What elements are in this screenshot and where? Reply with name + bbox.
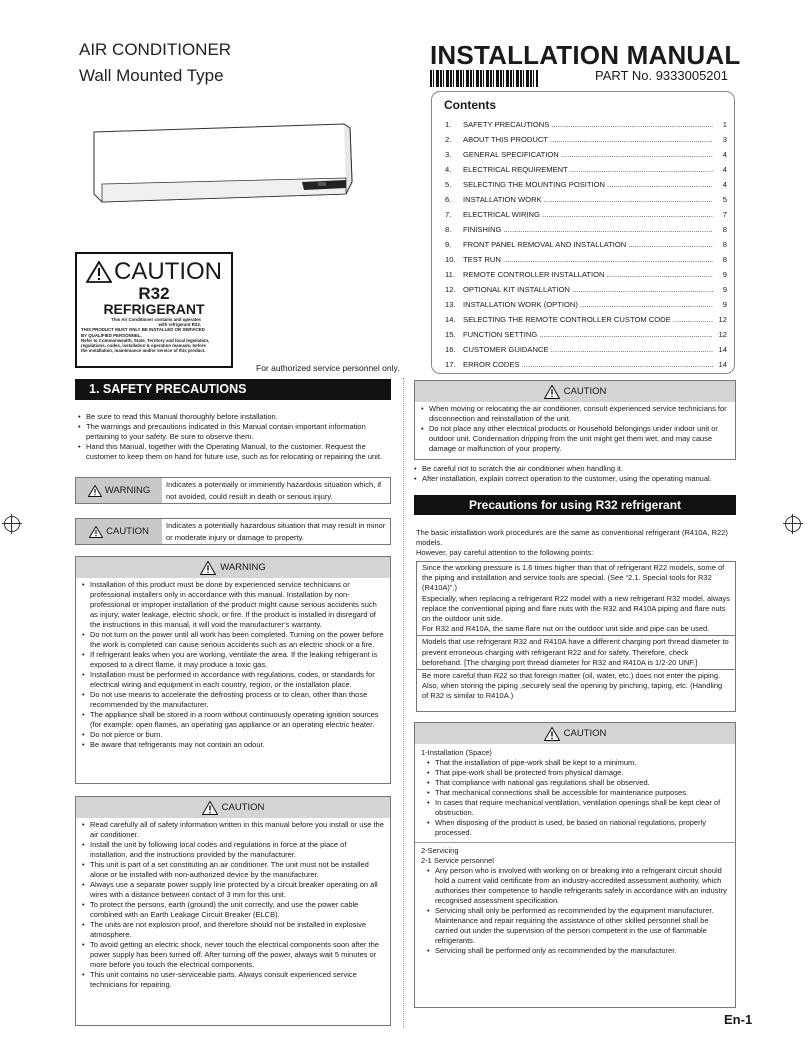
toc-item-page: 4 <box>722 150 727 159</box>
toc-item[interactable] <box>445 297 727 312</box>
toc-item-title: ABOUT THIS PRODUCT ..... <box>463 132 713 147</box>
list-item: • Servicing shall only be performed as recommended by the equipment manufacturer. Maintenance and repair requiring the assistance of other skilled personnel shall be carried out under the supervision of the person competent in the use of flammable refrigerants. <box>427 906 729 946</box>
toc-item-number: 9. <box>445 240 452 249</box>
toc-item-page: 8 <box>722 225 727 234</box>
toc-item-page: 9 <box>722 285 727 294</box>
list-item: • The warnings and precautions indicated in this Manual contain important information pertaining to your safety. Be sure to observe them. <box>78 422 390 442</box>
toc-item[interactable] <box>445 147 727 162</box>
toc-list <box>445 117 727 372</box>
list-item: • Do not pierce or burn. <box>82 730 384 740</box>
r32-point: Models that use refrigerant R32 and R410A have a different charging port thread diameter to prevent erroneous charging with refrigerant R22 and for safety. Therefore, check beforehand. [The charging port thread diameter for R32 and R410A is 1/2-20 UNF.] <box>417 636 735 670</box>
toc-item-title: INSTALLATION WORK (OPTION) ..... <box>463 297 713 312</box>
list-item: • If refrigerant leaks when you are working, ventilate the area. If the leaking refrigerant is exposed to a direct flame, it may produce a toxic gas. <box>82 650 384 670</box>
list-item: • Always use a separate power supply line protected by a circuit breaker operating on all wires with a distance between contact of 3 mm for this unit. <box>82 880 384 900</box>
r32-text: R32 <box>138 284 170 303</box>
toc-item-title: CUSTOMER GUIDANCE ..... <box>463 342 713 357</box>
caution-box-header <box>415 723 735 744</box>
list-item: • Read carefully all of safety information written in this manual before you install or use the air conditioner. <box>82 820 384 840</box>
caution-box-title: CAUTION <box>221 802 265 813</box>
list-item: • Installation of this product must be done by experienced service technicians or professional installers only in accordance with this manual. Installation by non-professional or improper installation of the product might cause serious accidents such as injury, water leakage, electric shock, or fire. If the product is installed in disregard of the instructions in this manual, it will void the manufacturer’s warranty. <box>82 580 384 630</box>
toc-item-title: SELECTING THE REMOTE CONTROLLER CUSTOM CODE ..... <box>463 312 713 327</box>
servicing-list <box>421 866 729 956</box>
manual-title: INSTALLATION MANUAL <box>430 40 741 70</box>
list-item: • Do not turn on the power until all work has been completed. Turning on the power before the work is completed can cause serious accidents such as an electric shock or a fire. <box>82 630 384 650</box>
list-item: • Be aware that refrigerants may not contain an odour. <box>82 740 384 750</box>
subsection-title: 2-Servicing <box>421 846 459 855</box>
list-item: • Be sure to read this Manual thoroughly before installation. <box>78 412 390 422</box>
authorized-note: For authorized service personnel only. <box>256 363 400 373</box>
toc-item[interactable] <box>445 342 727 357</box>
toc-item-page: 9 <box>722 270 727 279</box>
contents-heading: Contents <box>444 98 496 112</box>
installation-space-list <box>421 758 729 838</box>
toc-item-page: 4 <box>722 165 727 174</box>
warning-triangle-icon <box>202 801 218 815</box>
legend-caution-label: CAUTION <box>106 526 149 537</box>
caution-list <box>415 402 735 456</box>
product-type: Wall Mounted Type <box>79 66 224 85</box>
air-conditioner-illustration <box>92 122 354 204</box>
legend-warning-text: Indicates a potentially or imminently hazardous situation which, if not avoided, could result in death or serious injury. <box>166 480 382 501</box>
list-item: • Any person who is involved with working on or breaking into a refrigerant circuit should hold a current valid certificate from an industry-accredited assessment authority, which authorises their competence to handle refrigerants safely in accordance with an industry recognised assessment specification. <box>427 866 729 906</box>
legend-warning-label: WARNING <box>104 485 151 496</box>
label-line: THIS PRODUCT MUST ONLY BE INSTALLED OR SERVICED <box>81 327 205 333</box>
toc-item-page: 14 <box>718 345 727 354</box>
legend-caution-text: Indicates a potentially hazardous situation that may result in minor or moderate injury or damage to property. <box>166 521 386 542</box>
toc-item[interactable] <box>445 222 727 237</box>
r32-point: Be more careful than R22 so that foreign matter (oil, water, etc.) does not enter the piping. Also, when storing the piping ,securely seal the opening by pinching, taping, etc. (Handling of R32 is similar to R410A.) <box>422 671 723 701</box>
legend-warning-title <box>76 478 162 503</box>
refrigerant-text: REFRIGERANT <box>103 301 205 317</box>
r32-point <box>417 562 735 636</box>
page-number: En-1 <box>724 1012 753 1027</box>
warning-box-title: WARNING <box>220 562 266 573</box>
toc-item-title: INSTALLATION WORK ..... <box>463 192 713 207</box>
list-item: • Hand this Manual, together with the Operating Manual, to the customer. Request the customer to keep them on hand for future use, such as for relocating or repairing the unit. <box>78 442 390 462</box>
label-line: This Air Conditioner contains and operates <box>111 317 201 322</box>
toc-item-title: ELECTRICAL WIRING ..... <box>463 207 713 222</box>
subsection-title: 1-Installation (Space) <box>421 748 492 757</box>
toc-item[interactable] <box>445 117 727 132</box>
registration-mark-icon <box>4 516 20 532</box>
toc-item-title: SELECTING THE MOUNTING POSITION ..... <box>463 177 713 192</box>
caution-box-title: CAUTION <box>563 728 607 739</box>
toc-item-number: 1. <box>445 120 452 129</box>
section-heading-r32: Precautions for using R32 refrigerant <box>414 495 736 515</box>
contents-box <box>431 91 735 374</box>
legend-caution <box>75 518 391 545</box>
toc-item-page: 14 <box>718 360 727 369</box>
toc-item[interactable] <box>445 267 727 282</box>
toc-item[interactable] <box>445 192 727 207</box>
toc-item-title: REMOTE CONTROLLER INSTALLATION ..... <box>463 267 713 282</box>
toc-item-title: FUNCTION SETTING ..... <box>463 327 713 342</box>
toc-item-page: 4 <box>722 180 727 189</box>
warning-triangle-icon <box>200 561 216 575</box>
label-line: Refer to Commonwealth, State, Territory and local legislation, <box>81 337 210 343</box>
list-item: • Do not use means to accelerate the defrosting process or to clean, other than those recommended by the manufacturer. <box>82 690 384 710</box>
relocation-caution-box <box>414 380 736 460</box>
r32-intro <box>416 528 736 558</box>
after-notes <box>414 464 736 484</box>
label-line: regulations, codes, installation & operation manuals, before <box>81 343 206 349</box>
toc-item-number: 7. <box>445 210 452 219</box>
r32-points-box <box>416 561 736 712</box>
toc-item[interactable] <box>445 282 727 297</box>
list-item: • That the installation of pipe-work shall be kept to a minimum. <box>427 758 729 768</box>
toc-item-title: GENERAL SPECIFICATION ..... <box>463 147 713 162</box>
toc-item[interactable] <box>445 237 727 252</box>
toc-item-title: FINISHING ..... <box>463 222 713 237</box>
toc-item-title: OPTIONAL KIT INSTALLATION ..... <box>463 282 713 297</box>
section-heading-safety: 1. SAFETY PRECAUTIONS <box>75 379 391 400</box>
divider <box>415 842 735 843</box>
list-item: • To protect the persons, earth (ground) the unit correctly, and use the power cable combined with an Earth Leakage Circuit Breaker (ELCB). <box>82 900 384 920</box>
list-item: • This unit contains no user-serviceable parts. Always consult experienced service technicians for repairing. <box>82 970 384 990</box>
toc-item-number: 12. <box>445 285 456 294</box>
list-item: • Servicing shall be performed only as recommended by the manufacturer. <box>427 946 729 956</box>
legend-caution-title <box>76 519 162 544</box>
part-number: PART No. 9333005201 <box>595 68 728 83</box>
toc-item-page: 8 <box>722 240 727 249</box>
toc-item-title: ELECTRICAL REQUIREMENT ..... <box>463 162 713 177</box>
list-item: • After installation, explain correct operation to the customer, using the operating manual. <box>414 474 736 484</box>
list-item: • When moving or relocating the air conditioner, consult experienced service technicians for disconnection and reinstallation of the unit. <box>421 404 729 424</box>
toc-item-title: ERROR CODES ..... <box>463 357 713 372</box>
list-item: • Do not place any other electrical products or household belongings under indoor unit or outdoor unit. Condensation dripping from the unit might get them wet, and may cause damage or malfunction of your property. <box>421 424 729 454</box>
column-divider <box>403 378 404 1028</box>
list-item: • When disposing of the product is used, be based on national regulations, properly processed. <box>427 818 729 838</box>
toc-item-number: 8. <box>445 225 452 234</box>
list-item: • The appliance shall be stored in a room without continuously operating ignition sources (for example: open flames, an operating gas appliance or an operating electric heater. <box>82 710 384 730</box>
warning-box <box>75 556 391 784</box>
legend-warning <box>75 477 391 504</box>
list-item: • Installation must be performed in accordance with regulations, codes, or standards for electrical wiring and equipment in each country, region, or the installaton place. <box>82 670 384 690</box>
toc-item-number: 14. <box>445 315 456 324</box>
toc-item[interactable] <box>445 357 727 372</box>
toc-item-title: SAFETY PRECAUTIONS ..... <box>463 117 713 132</box>
label-line: with refrigerant R32. <box>158 322 201 328</box>
r32-intro-text: The basic installation work procedures are the same as conventional refrigerant (R410A, R22) models. <box>416 528 728 547</box>
caution-box-header <box>76 797 390 818</box>
toc-item[interactable] <box>445 177 727 192</box>
list-item: • That mechanical connections shall be accessible for maintenance purposes. <box>427 788 729 798</box>
toc-item-number: 10. <box>445 255 456 264</box>
toc-item-page: 9 <box>722 300 727 309</box>
caution-label-title: CAUTION <box>114 258 222 285</box>
r32-point-text: For R32 and R410A, the same flare nut on the outdoor unit side and pipe can be used. <box>422 624 710 634</box>
toc-item-title: FRONT PANEL REMOVAL AND INSTALLATION ..... <box>463 237 713 252</box>
toc-item[interactable] <box>445 312 727 327</box>
label-line: BY QUALIFIED PERSONNEL. <box>81 332 142 338</box>
r32-caution-box <box>414 722 736 1008</box>
toc-item-number: 2. <box>445 135 452 144</box>
r32-point-text: Since the working pressure is 1.6 times higher than that of refrigerant R22 models, some of the piping and installation and service tools are special. (See “2.1. Special tools for R32 (R410A)”.) <box>422 563 725 593</box>
toc-item[interactable] <box>445 252 727 267</box>
list-item: • To avoid getting an electric shock, never touch the electrical components soon after the power supply has been turned off. After turning off the power, always wait 5 minutes or more before you touch the electrical components. <box>82 940 384 970</box>
registration-mark-icon <box>785 516 801 532</box>
warning-list <box>76 578 390 752</box>
caution3-body <box>415 744 735 958</box>
toc-item-page: 12 <box>718 330 727 339</box>
toc-item-number: 13. <box>445 300 456 309</box>
toc-item-number: 6. <box>445 195 452 204</box>
list-item: • Install the unit by following local codes and regulations in force at the place of installation, and the instructions provided by the manufacturer. <box>82 840 384 860</box>
toc-item[interactable] <box>445 132 727 147</box>
r32-intro-text: However, pay careful attention to the following points: <box>416 548 594 557</box>
toc-item-number: 16. <box>445 345 456 354</box>
toc-item-number: 3. <box>445 150 452 159</box>
barcode-image <box>430 70 538 87</box>
toc-item[interactable] <box>445 207 727 222</box>
warning-triangle-icon <box>544 385 560 399</box>
toc-item-page: 8 <box>722 255 727 264</box>
warning-triangle-icon <box>89 526 103 538</box>
toc-item-page: 7 <box>722 210 727 219</box>
caution-box-title: CAUTION <box>563 386 607 397</box>
list-item: • Be careful not to scratch the air conditioner when handling it. <box>414 464 736 474</box>
caution-list <box>76 818 390 992</box>
warning-triangle-icon <box>88 485 102 497</box>
subsection-subtitle: 2-1 Service personnel <box>421 856 494 865</box>
toc-item-number: 15. <box>445 330 456 339</box>
warning-box-header <box>76 557 390 578</box>
toc-item-number: 4. <box>445 165 452 174</box>
label-line: the installation, maintenance and/or service of this product. <box>81 348 206 354</box>
toc-item-page: 3 <box>722 135 727 144</box>
list-item: • The units are not explosion proof, and therefore should not be installed in explosive atmosphere. <box>82 920 384 940</box>
list-item: • In cases that require mechanical ventilation, ventilation openings shall be kept clear of obstruction. <box>427 798 729 818</box>
product-name: AIR CONDITIONER <box>79 40 232 59</box>
toc-item-number: 11. <box>445 270 455 279</box>
toc-item-page: 1 <box>722 120 727 129</box>
toc-item-page: 5 <box>722 195 727 204</box>
r32-caution-label <box>75 252 233 368</box>
list-item: • This unit is part of a set constituting an air conditioner. The unit must not be installed alone or be installed with non-authorized device by the manufacturer. <box>82 860 384 880</box>
toc-item[interactable] <box>445 162 727 177</box>
warning-triangle-icon <box>86 261 112 283</box>
warning-triangle-icon <box>544 727 560 741</box>
caution-box-header <box>415 381 735 402</box>
toc-item-number: 5. <box>445 180 452 189</box>
caution-box <box>75 796 391 1026</box>
toc-item-page: 12 <box>718 315 727 324</box>
toc-item-number: 17. <box>445 360 456 369</box>
safety-intro <box>78 412 390 462</box>
list-item: • That pipe-work shall be protected from physical damage. <box>427 768 729 778</box>
toc-item[interactable] <box>445 327 727 342</box>
list-item: • That compliance with national gas regulations shall be observed. <box>427 778 729 788</box>
toc-item-title: TEST RUN ..... <box>463 252 713 267</box>
r32-point-text: Especially, when replacing a refrigerant R22 model with a new refrigerant R32 model, always replace the conventional piping and flare nuts with the R32 and R410A piping and flare nuts on the outdoor unit side. <box>422 593 730 624</box>
